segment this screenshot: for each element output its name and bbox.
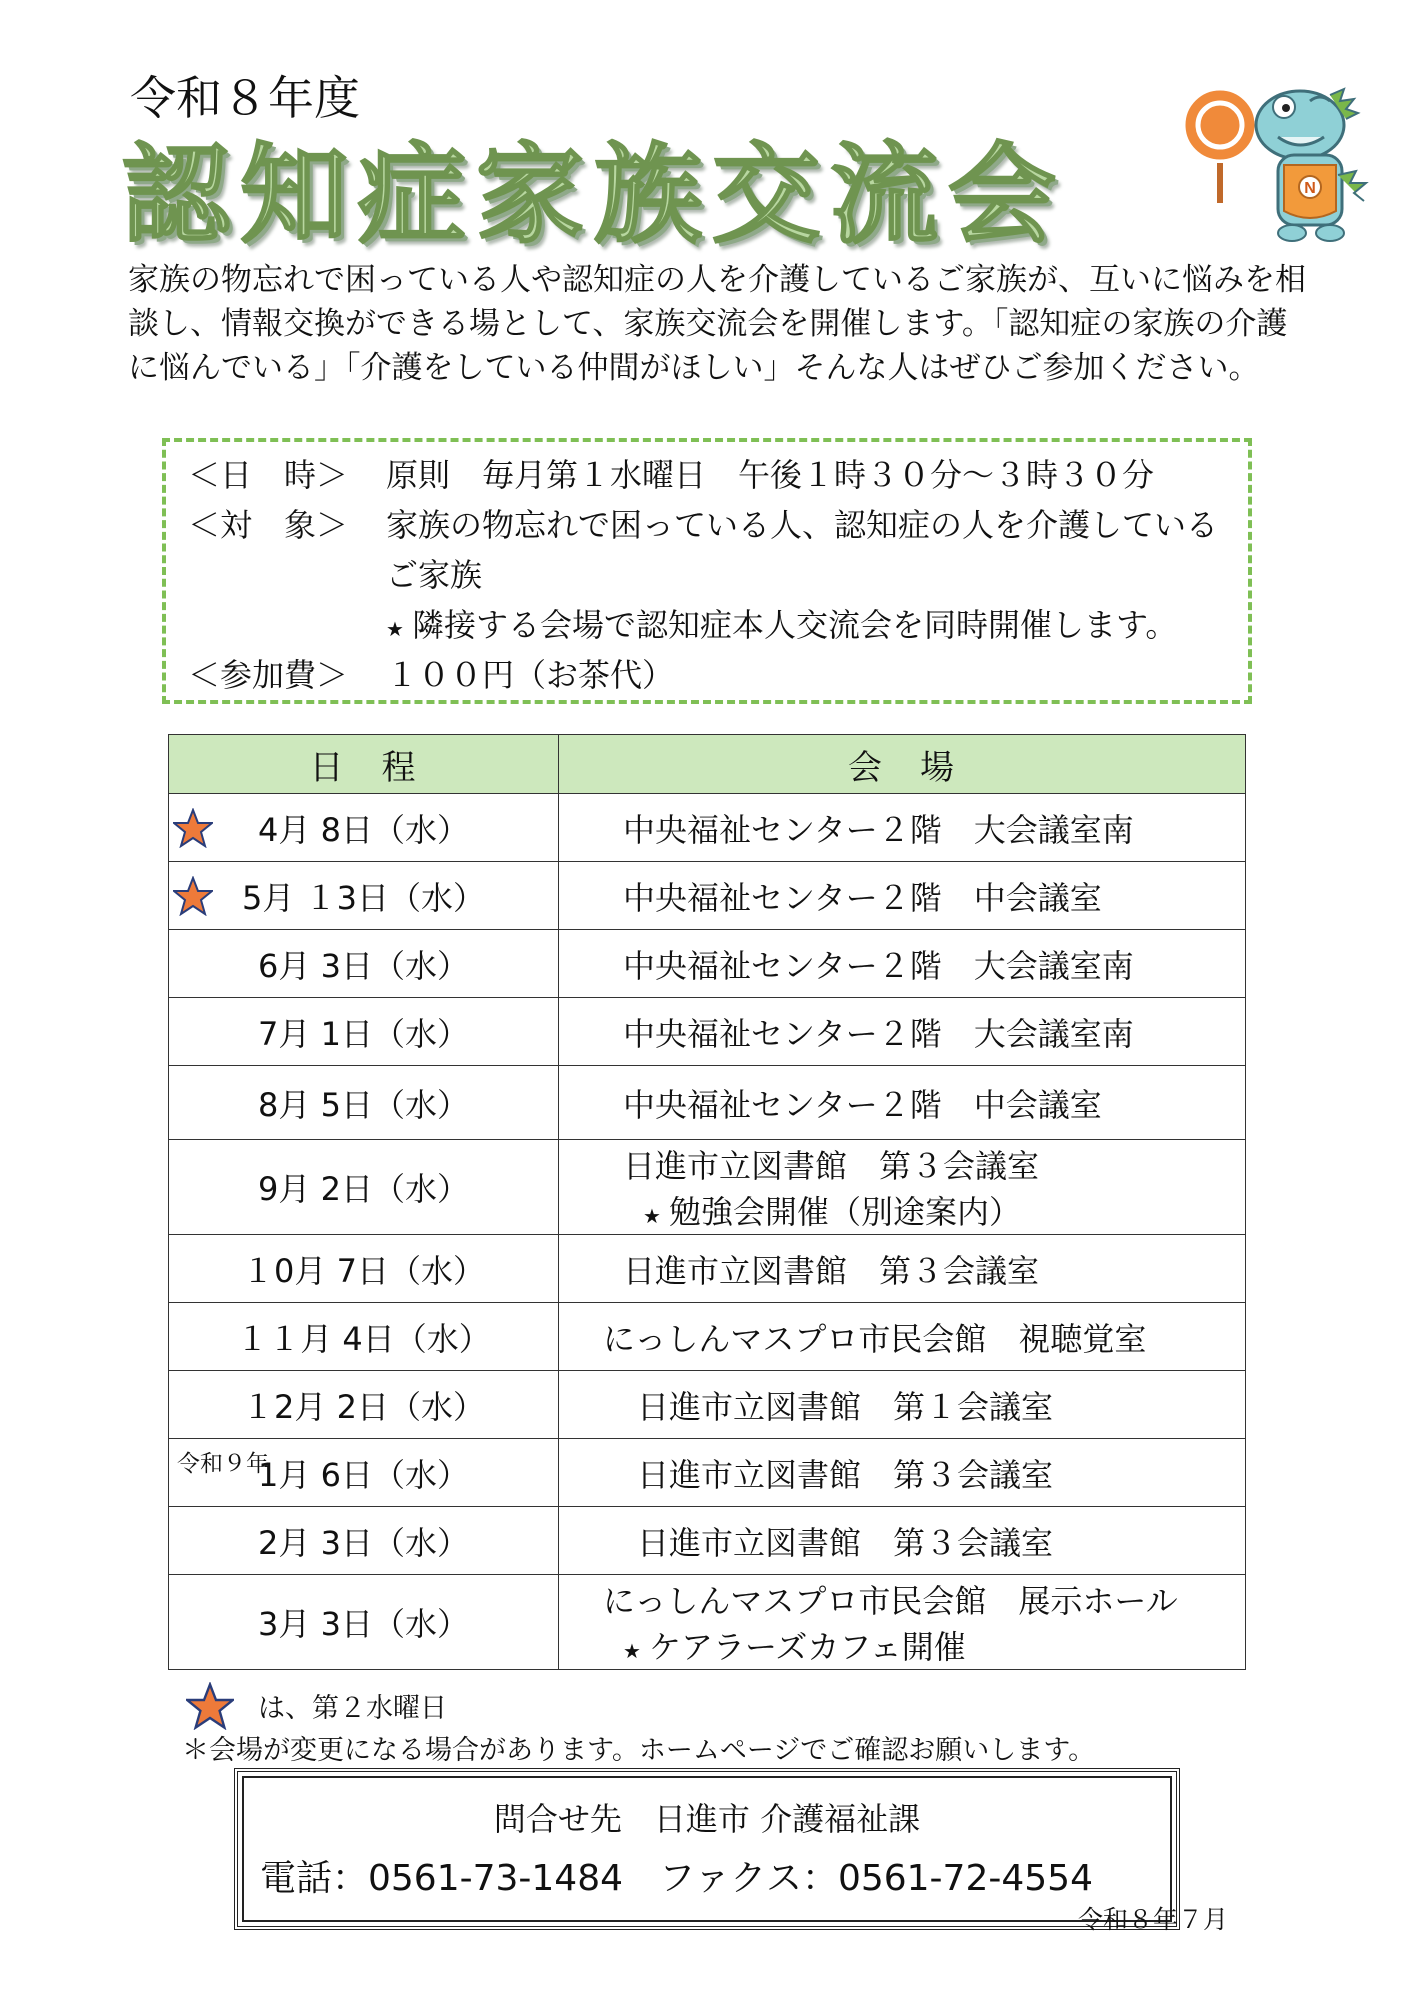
table-row [169,1371,1246,1439]
venue-cell [559,1575,1246,1670]
date-cell [169,1066,559,1140]
date-text: １2月 2日（水） [242,1387,485,1426]
venue-cell [559,1303,1246,1371]
venue-note: 勉強会開催（別途案内） [668,1193,1021,1231]
mascot-illustration [1180,55,1380,255]
table-row [169,1235,1246,1303]
venue-cell [559,794,1246,862]
date-text: 2月 3日（水） [258,1523,469,1562]
venue-cell [559,930,1246,998]
venue-cell [559,1235,1246,1303]
page-title: 認知症家族交流会 [122,133,1067,258]
contact-title: 問合せ先 日進市 介護福祉課 [493,1800,921,1838]
table-row [169,1066,1246,1140]
header-venue: 会 場 [559,735,1246,794]
legend-text: は、第２水曜日 [258,1693,447,1724]
date-cell [169,1140,559,1235]
table-row [169,1140,1246,1235]
table-row [169,998,1246,1066]
date-cell [169,1575,559,1670]
venue-cell [559,1371,1246,1439]
table-row [169,794,1246,862]
venue-text: 日進市立図書館 第３会議室 [637,1455,1054,1494]
table-row [169,1439,1246,1507]
table-row [169,1303,1246,1371]
date-cell [169,1235,559,1303]
fee-value: １００円（お茶代） [386,656,675,694]
fiscal-year: 令和８年度 [130,71,360,125]
venue-cell [559,998,1246,1066]
venue-text: 中央福祉センター２階 大会議室南 [623,946,1134,985]
table-header-row [169,735,1246,794]
venue-text: 中央福祉センター２階 大会議室南 [623,1014,1134,1053]
venue-note: ケアラーズカフェ開催 [648,1628,966,1666]
date-cell [169,794,559,862]
issued-date: 令和８年７月 [1078,1905,1229,1934]
date-cell [169,862,559,930]
datetime-value: 原則 毎月第１水曜日 午後１時３０分～３時３０分 [386,456,1155,494]
star-bullet-icon: ★ [386,617,404,641]
date-text: 5月 １3日（水） [242,878,485,917]
header-date: 日 程 [169,735,559,794]
date-text: 9月 2日（水） [258,1170,469,1208]
star-bullet-icon: ★ [623,1639,641,1663]
venue-text: にっしんマスプロ市民会館 視聴覚室 [603,1319,1147,1358]
svg-text:N: N [1304,180,1316,197]
venue-text: 日進市立図書館 第１会議室 [637,1387,1054,1426]
date-text: １１月 4日（水） [236,1319,491,1358]
target-value-line1: 家族の物忘れで困っている人、認知症の人を介護している [386,506,1219,544]
date-cell [169,1371,559,1439]
date-cell [169,998,559,1066]
star-icon [186,1682,234,1730]
date-cell [169,1507,559,1575]
table-row [169,1575,1246,1670]
date-text: 4月 8日（水） [258,810,469,849]
intro-paragraph: 家族の物忘れで困っている人や認知症の人を介護しているご家族が、互いに悩みを相談し、情報交換ができる場として、家族交流会を開催します。「認知症の家族の介護に悩んでいる」「介護をしている仲間がほしい」そんな人はぜひご参加ください。 [128,262,1306,386]
date-text: 8月 5日（水） [258,1085,469,1124]
venue-cell [559,1140,1246,1235]
venue-text: 中央福祉センター２階 中会議室 [623,878,1102,917]
table-row [169,930,1246,998]
schedule-table [168,734,1246,1670]
venue-cell [559,862,1246,930]
star-icon [173,808,213,848]
date-text: １0月 7日（水） [242,1251,485,1290]
venue-text: 日進市立図書館 第３会議室 [623,1251,1040,1290]
venue-cell [559,1066,1246,1140]
venue-text: 中央福祉センター２階 大会議室南 [623,810,1134,849]
table-row [169,862,1246,930]
datetime-label: ＜日 時＞ [188,456,349,494]
date-text: 1月 6日（水） [258,1455,469,1494]
fee-label: ＜参加費＞ [188,656,349,694]
target-label: ＜対 象＞ [188,506,349,544]
contact-phone: 電話：0561-73-1484 ファクス：0561-72-4554 [260,1858,1093,1899]
date-cell [169,930,559,998]
target-note: 隣接する会場で認知症本人交流会を同時開催します。 [411,606,1178,644]
date-text: 3月 3日（水） [258,1605,469,1643]
table-row [169,1507,1246,1575]
venue-text: 日進市立図書館 第３会議室 [637,1523,1054,1562]
schedule-body [169,794,1246,1670]
star-bullet-icon: ★ [643,1204,661,1228]
venue-cell [559,1507,1246,1575]
contact-box [234,1768,1180,1930]
emblem-badge [1184,89,1256,161]
date-cell [169,1303,559,1371]
venue-text: にっしんマスプロ市民会館 展示ホール [603,1582,1178,1620]
date-text: 7月 1日（水） [258,1014,469,1053]
date-text: 6月 3日（水） [258,946,469,985]
target-value-line2: ご家族 [386,556,483,594]
venue-cell [559,1439,1246,1507]
era-prefix: 令和９年 [177,1451,269,1477]
event-info-box [162,438,1252,704]
date-cell [169,1439,559,1507]
star-icon [173,876,213,916]
venue-text: 中央福祉センター２階 中会議室 [623,1085,1102,1124]
venue-change-notice: ＊会場が変更になる場合があります。ホームページでご確認お願いします。 [182,1735,1096,1766]
venue-text: 日進市立図書館 第３会議室 [623,1147,1040,1185]
